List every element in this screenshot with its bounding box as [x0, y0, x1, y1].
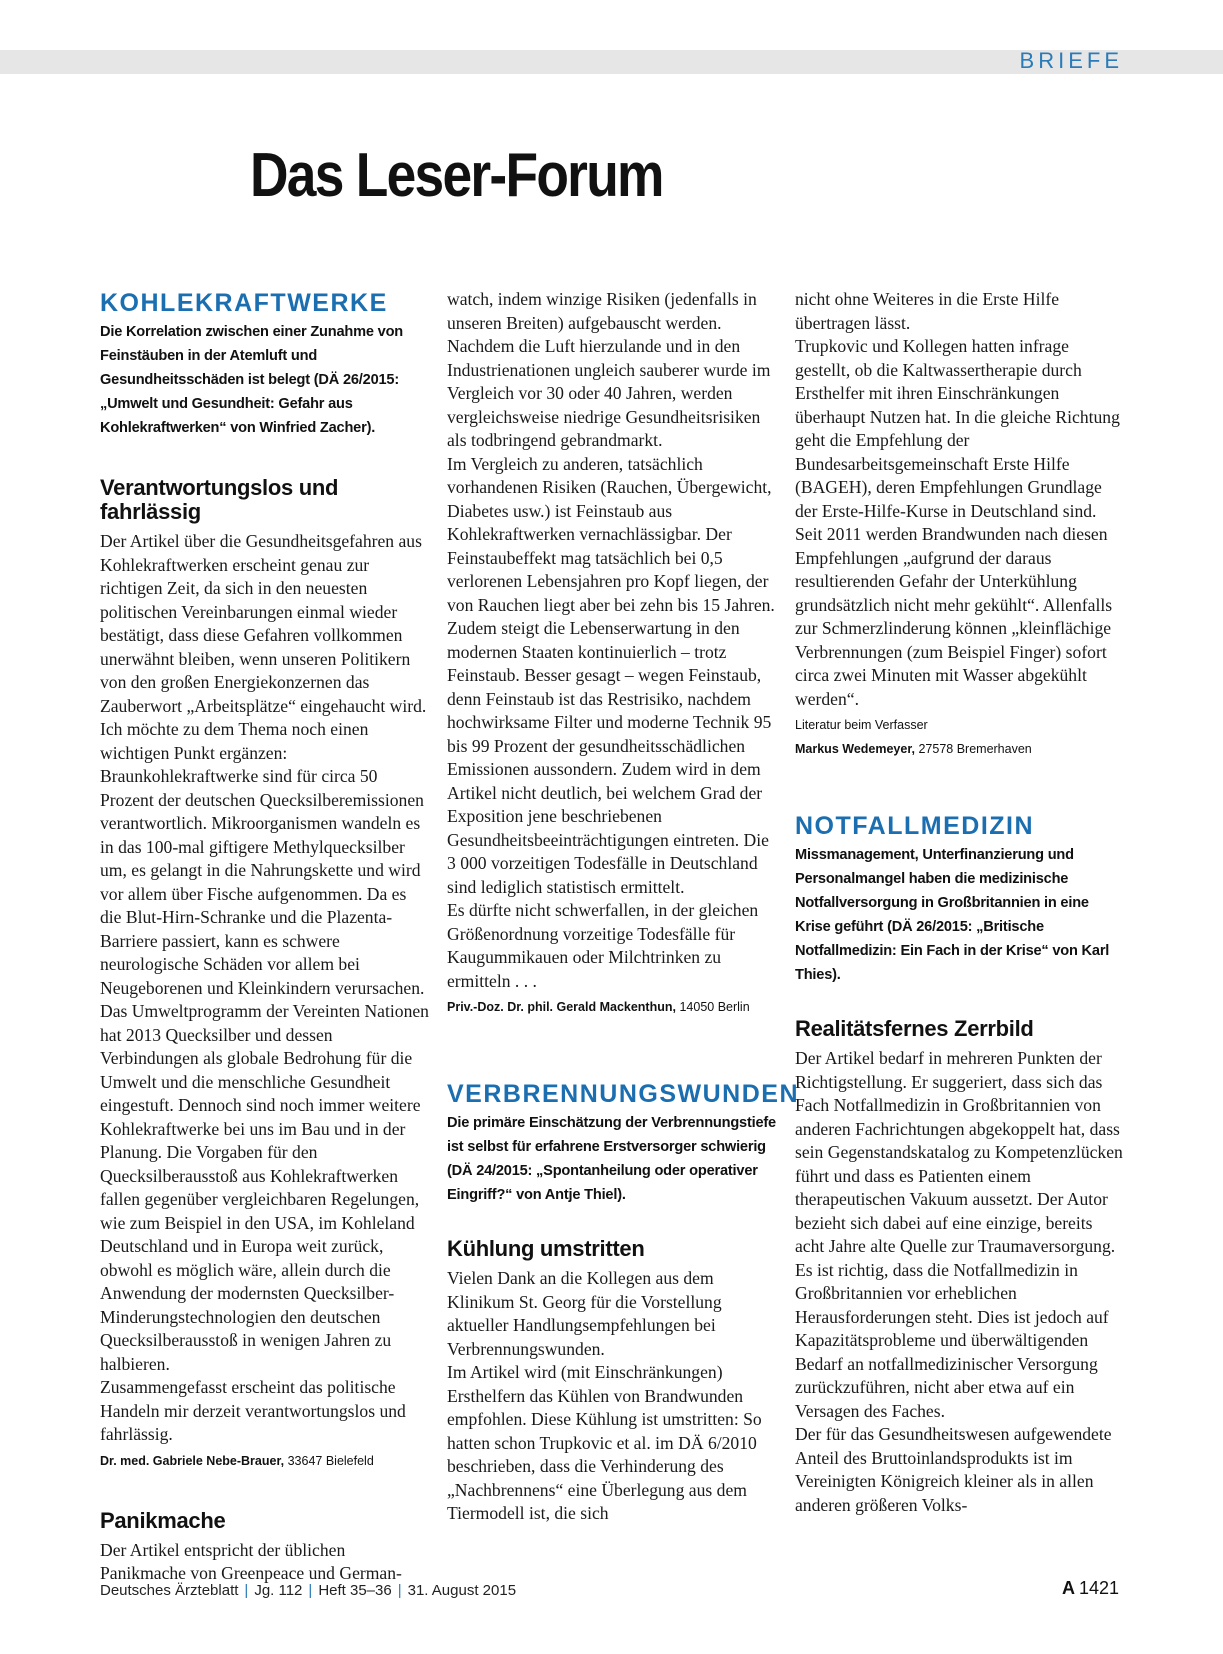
topic-heading: NOTFALLMEDIZIN [795, 812, 1035, 840]
column-3 [795, 288, 1125, 1517]
letter-body: Trupkovic und Kollegen hatten infrage gestellt, ob die Kaltwassertherapie durch Ersthelfer mit ihren Einschränkungen überhaupt Nutzen hat. In die gleiche Richtung geht die Empfehlung der Bundesarbeitsgemeinschaft Erste Hilfe (BAGEH), deren Empfehlungen Grundlage der Erste-Hilfe-Kurse in Deutschland sind. Seit 2011 werden Brandwunden nach diesen Empfehlungen „aufgrund der daraus resultierenden Gefahr der Unterkühlung grundsätzlich nicht mehr gekühlt“. Allenfalls zur Schmerzlinderung können „kleinflächige Verbrennungen (zum Beispiel Finger) sofort circa zwei Minuten mit Wasser abgekühlt werden“. [795, 336, 1120, 709]
literature-note: Literatur beim Verfasser [795, 718, 928, 732]
letter-headline: Kühlung umstritten [447, 1236, 645, 1261]
letter-body: Im Artikel wird (mit Einschränkungen) Ersthelfern das Kühlen von Brandwunden empfohlen. Diese Kühlung ist umstritten: So hatten schon Trupkovic et al. im DÄ 6/2010 beschrieben, dass die Verhinderung des „Nachbrennens“ eine Überlegung aus dem Tiermodell ist, die sich [447, 1362, 762, 1523]
page-title: Das Leser-Forum [250, 141, 663, 210]
letter-body: Vielen Dank an die Kollegen aus dem Klinikum St. Georg für die Vorstellung aktueller Handlungsempfehlungen bei Verbrennungswunden. [447, 1268, 722, 1359]
footer-separator: | [397, 1582, 402, 1599]
issue-date: 31. August 2015 [407, 1582, 517, 1599]
letter-body: Es ist richtig, dass die Notfallmedizin in Großbritannien vor erheblichen Herausforderungen steht. Dies ist jedoch auf Kapazitätsprobleme und überwältigenden Bedarf an notfallmedizinischer Versorgung zurückzuführen, nicht aber etwa auf ein Versagen des Faches. [795, 1259, 1109, 1421]
signature-place: 33647 Bielefeld [287, 1453, 374, 1468]
signature-name: Priv.-Doz. Dr. phil. Gerald Mackenthun, [447, 1000, 676, 1014]
journal-issue: Heft 35–36 [318, 1582, 392, 1599]
page-number-value: 1421 [1078, 1578, 1119, 1598]
signature-name: Dr. med. Gabriele Nebe-Brauer, [100, 1453, 285, 1468]
letter-body: Der Artikel bedarf in mehreren Punkten der Richtigstellung. Er suggeriert, dass sich das Fach Notfallmedizin in Großbritannien von anderen Fachrichtungen abgekoppelt hat, dass sein Gegenstandskatalog zu Kompetenzlücken führt und dass es Patienten einem therapeutischen Vakuum aussetzt. Der Autor bezieht sich dabei auf eine einzige, bereits acht Jahre alte Quelle zur Traumaversorgung. [795, 1048, 1123, 1256]
letter-signature [100, 1451, 430, 1471]
topic-intro: Die Korrelation zwischen einer Zunahme von Feinstäuben in der Atemluft und Gesundheitsschäden ist belegt (DÄ 26/2015: „Umwelt und Gesundheit: Gefahr aus Kohlekraftwerken“ von Winfried Zacher). [100, 324, 403, 436]
journal-name: Deutsches Ärzteblatt [100, 1582, 239, 1599]
column-2 [447, 288, 800, 1526]
letter-headline: Verantwortungslos und fahrlässig [100, 475, 339, 524]
footer-separator: | [244, 1582, 249, 1599]
topic-intro: Die primäre Einschätzung der Verbrennungstiefe ist selbst für erfahrene Erstversorger schwierig (DÄ 24/2015: „Spontanheilung oder operativer Eingriff?“ von Antje Thiel). [447, 1115, 776, 1203]
letter-headline: Realitätsfernes Zerrbild [795, 1016, 1034, 1041]
topic-heading: VERBRENNUNGSWUNDEN [447, 1080, 800, 1108]
page-number [1062, 1578, 1119, 1599]
topic-intro: Missmanagement, Unterfinanzierung und Personalmangel haben die medizinische Notfallversorgung in Großbritannien in eine Krise geführt (DÄ 26/2015: „Britische Notfallmedizin: Ein Fach in der Krise“ von Karl Thies). [795, 847, 1110, 983]
letter-body: Der Artikel entspricht der üblichen Panikmache von Greenpeace und German- [100, 1539, 402, 1583]
signature-place: 27578 Bremerhaven [918, 742, 1032, 756]
letter-signature [447, 997, 779, 1017]
journal-volume: Jg. 112 [254, 1582, 303, 1599]
letter-signature [795, 739, 1125, 759]
letter-headline: Panikmache [100, 1507, 226, 1533]
column-1 [100, 288, 430, 1586]
letter-body: Im Vergleich zu anderen, tatsächlich vorhandenen Risiken (Rauchen, Übergewicht, Diabetes usw.) ist Feinstaub aus Kohlekraftwerken vernachlässigbar. Der Feinstaubeffekt mag tatsächlich bei 0,5 verlorenen Lebensjahren pro Kopf liegen, der von Rauchen liegt aber bei zehn bis 15 Jahren. Zudem steigt die Lebenserwartung in den modernen Staaten kontinuierlich – trotz Feinstaub. Besser gesagt – wegen Feinstaub, denn Feinstaub ist das Restrisiko, nachdem hochwirksame Filter und moderne Technik 95 bis 99 Prozent der gesundheitsschädlichen Emissionen aussondern. Zudem wird in dem Artikel nicht deutlich, bei welchem Grad der Exposition jene beschriebenen Gesundheitsbeeinträchtigungen eintreten. Die 3 000 vorzeitigen Todesfälle in Deutschland sind lediglich statistisch ermittelt. [447, 453, 775, 897]
letter-body: nicht ohne Weiteres in die Erste Hilfe übertragen lässt. [795, 289, 1060, 333]
signature-name: Markus Wedemeyer, [795, 742, 915, 756]
footer-separator: | [308, 1582, 313, 1599]
footer [100, 1582, 516, 1599]
topic-heading: KOHLEKRAFTWERKE [100, 289, 388, 317]
letter-body: watch, indem winzige Risiken (jedenfalls in unseren Breiten) aufgebauscht werden. Nachdem die Luft hierzulande und in den Industrienationen ungleich sauberer wurde im Vergleich vor 30 oder 40 Jahren, werden vergleichsweise niedrige Gesundheitsrisiken als todbringend gebrandmarkt. [447, 289, 771, 450]
signature-place: 14050 Berlin [679, 1000, 750, 1014]
letter-body: Der Artikel über die Gesundheitsgefahren aus Kohlekraftwerken erscheint genau zur richtigen Zeit, da sich in den neuesten politischen Vereinbarungen einmal wieder bestätigt, dass diese Gefahren vollkommen unerwähnt bleiben, wenn unseren Politikern von den großen Energiekonzernen das Zauberwort „Arbeitsplätze“ eingehaucht wird. Ich möchte zu dem Thema noch einen wichtigen Punkt ergänzen: Braunkohlekraftwerke sind für circa 50 Prozent der deutschen Quecksilberemissionen verantwortlich. Mikroorganismen wandeln es in das 100-mal giftigere Methylquecksilber um, es gelangt in die Nahrungskette und wird vor allem über Fische aufgenommen. Da es die Blut-Hirn-Schranke und die Plazenta-Barriere passiert, kann es schwere neurologische Schäden vor allem bei Neugeborenen und Kleinkindern verursachen. Das Umweltprogramm der Vereinten Nationen hat 2013 Quecksilber und dessen Verbindungen als globale Bedrohung für die Umwelt und die menschliche Gesundheit eingestuft. Dennoch sind noch immer weitere Kohlekraftwerke bei uns im Bau und in der Planung. Die Vorgaben für den Quecksilberausstoß aus Kohlekraftwerken fallen gegenüber vergleichbaren Regelungen, wie zum Beispiel in den USA, im Kohleland Deutschland und in Europa weit zurück, obwohl es möglich wäre, allein durch die Anwendung der modernsten Quecksilber-Minderungstechnologien den deutschen Quecksilberausstoß in wenigen Jahren zu halbieren. [100, 531, 429, 1374]
letter-body: Es dürfte nicht schwerfallen, in der gleichen Größenordnung vorzeitige Todesfälle für Kaugummikauen oder Milchtrinken zu ermitteln . . . [447, 900, 759, 991]
letter-body: Der für das Gesundheitswesen aufgewendete Anteil des Bruttoinlandsprodukts ist im Vereinigten Königreich kleiner als in allen anderen größeren Volks- [795, 1424, 1112, 1515]
page-prefix: A [1061, 1578, 1075, 1598]
section-label: BRIEFE [1019, 48, 1123, 73]
letter-body: Zusammengefasst erscheint das politische Handeln mir derzeit verantwortungslos und fahrlässig. [100, 1377, 406, 1444]
